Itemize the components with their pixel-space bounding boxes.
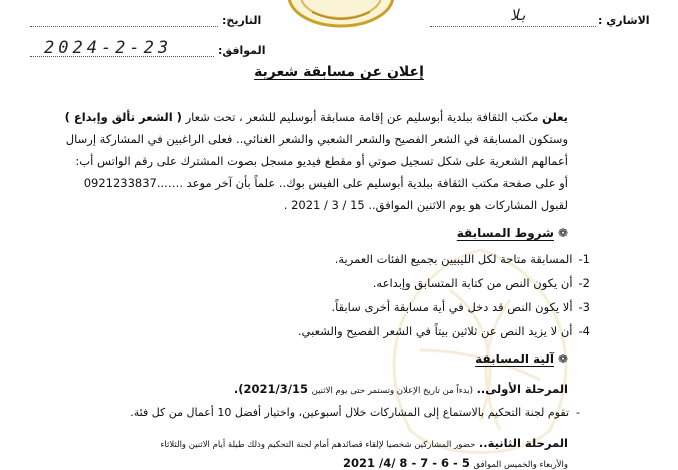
- intro-line-2: وستكون المسابقة في الشعر الفصيح والشعر الشعبي والشعر الغنائي.. فعلى الراغبين في المشاركة إرسال: [65, 132, 568, 146]
- intro-announce-word: يعلن: [542, 110, 568, 124]
- stage-2-text-2: والأربعاء والخميس الموافق: [473, 460, 568, 470]
- corresponding-value: 2024-2-23: [44, 38, 173, 58]
- intro-line-1-text: مكتب الثقافة ببلدية أبوسليم عن إقامة مسابقة أبوسليم للشعر ، تحت شعار: [185, 110, 543, 124]
- watermark-emblem: [330, 230, 630, 470]
- condition-item: 4-أن لا يزيد النص عن ثلاثين بيتاً في الشعر الفصيح والشعبي.: [297, 324, 590, 338]
- flower-bullet-icon: ❁: [557, 352, 568, 366]
- stage-1-label: المرحلة الأولى..: [476, 382, 568, 396]
- condition-item: 2-أن يكون النص من كتابة المتسابق وإبداعه.: [372, 276, 590, 290]
- flower-bullet-icon: ❁: [557, 226, 568, 240]
- slogan: ( الشعر تألق وإبداع ): [64, 110, 182, 124]
- seal-logo: [282, 0, 400, 30]
- stage-2-dates: 5 - 6 - 7 - 8 /4/ 2021: [342, 456, 470, 470]
- mechanism-heading: ❁آلية المسابقة: [475, 352, 568, 366]
- stage-1-line: [234, 382, 568, 396]
- intro-line-4: 0921233837...…. أو على صفحة مكتب الثقافة ببلدية أبوسليم على الفيس بوك.. علماً بأن آخر موعد: [83, 176, 568, 190]
- stage-2-line-2: [343, 456, 568, 470]
- corresponding-label: الموافق:: [218, 44, 266, 57]
- condition-item: 1-المسابقة متاحة لكل الليبيين بجميع الفئات العمرية.: [334, 252, 590, 266]
- conditions-heading: ❁شروط المسابقة: [456, 226, 568, 240]
- stage-2-label: المرحلة الثانية..: [478, 436, 568, 450]
- page-title: إعلان عن مسابقة شعرية: [254, 64, 424, 80]
- stage-1-bullet: - تقوم لجنة التحكيم بالاستماع إلى المشاركات خلال أسبوعين، واختيار أفضل 10 أعمال من كل فئة.: [130, 406, 580, 419]
- stage-2-line: [160, 436, 568, 450]
- stage-1-date: 2021/3/15).: [233, 382, 308, 396]
- stage-1-note: (بدءاً من تاريخ الإعلان وتستمر حتى يوم الاثنين: [311, 386, 473, 396]
- reference-label: الاشاري :: [598, 14, 650, 27]
- intro-line-1: [65, 110, 568, 124]
- reference-dotline: [430, 26, 596, 27]
- reference-value: بلا: [510, 6, 529, 24]
- condition-item: 3-ألا يكون النص قد دخل في أية مسابقة أخرى سابقاً.: [331, 300, 590, 314]
- stage-2-text: حضور المشاركين شخصيا لإلقاء قصائدهم أمام لجنة التحكيم وذلك طيلة أيام الاثنين والثلاثاء: [160, 440, 476, 450]
- intro-line-3: أعمالهم الشعرية على شكل تسجيل صوتي أو مقطع فيديو مسجل بصوت المشترك على رقم الواتس أب:: [75, 154, 568, 168]
- date-dotline: [30, 26, 218, 27]
- date-label: التاريخ:: [222, 14, 262, 27]
- dash-bullet-icon: -: [569, 406, 580, 419]
- intro-line-5: لقبول المشاركات هو يوم الاثنين الموافق.. 15 / 3 / 2021 .: [283, 198, 568, 212]
